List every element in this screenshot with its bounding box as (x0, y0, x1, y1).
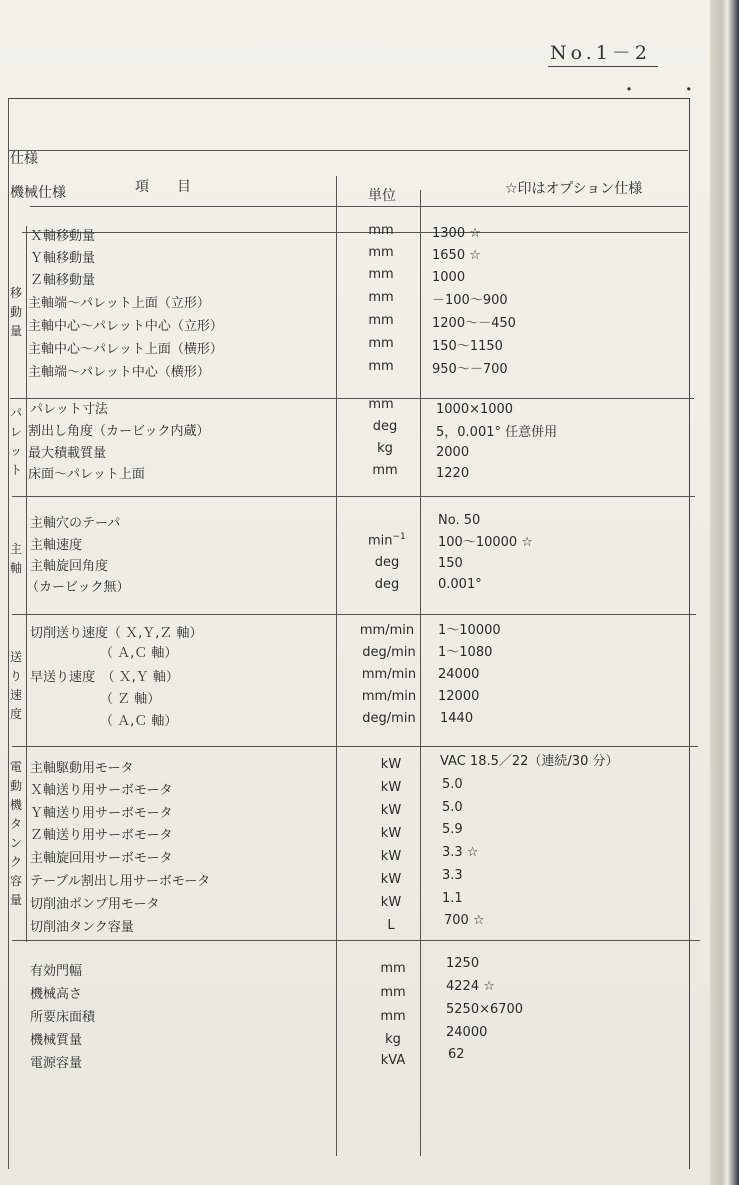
row-value: 2000 (436, 445, 470, 460)
row-unit: mm (368, 290, 394, 305)
row-value: 5250×6700 (446, 1002, 524, 1017)
row-value: VAC 18.5／22（連続/30 分） (440, 754, 619, 769)
header-unit: 単位 (368, 188, 396, 204)
section-label-travel: 移動量 (9, 286, 22, 338)
page-edge (710, 0, 739, 1185)
row-value: 1220 (436, 466, 470, 481)
row-item: Ｚ軸移動量 (30, 273, 96, 288)
row-value: 150～1150 (432, 339, 503, 354)
row-unit: mm (368, 336, 394, 351)
section-label-pallet: パレット (9, 406, 22, 477)
row-unit: deg (372, 419, 398, 434)
page-number: No.1－2 (550, 42, 651, 64)
row-unit: mm (368, 359, 394, 374)
row-item: 主軸中心～パレット中心（立形） (28, 319, 223, 334)
row-unit: kW (380, 849, 402, 864)
row-value: 1.1 (442, 891, 463, 906)
section-label-motor-tank: 電動機タンク容量 (9, 760, 22, 907)
page-dots: ・ ・ (620, 80, 716, 101)
row-unit: mm (368, 267, 394, 282)
row-value: 4224 ☆ (446, 979, 495, 994)
row-value: 950～－700 (432, 362, 508, 377)
row-item: 切削油ポンプ用モータ (30, 897, 160, 912)
row-value: 1000 (432, 270, 466, 285)
row-value: 1～1080 (438, 645, 493, 660)
rule-spec (8, 150, 688, 151)
row-unit: deg/min (362, 645, 416, 660)
row-unit-base: min (368, 533, 393, 549)
row-value: 3.3 (442, 868, 463, 883)
row-item: 主軸旋回用サーボモータ (30, 851, 173, 866)
row-item: 機械質量 (30, 1033, 83, 1048)
row-unit: mm/min (361, 667, 417, 682)
row-item: 早送り速度 （ Ｘ,Ｙ 軸） (30, 670, 179, 685)
rule-section-6 (12, 940, 700, 941)
row-value: 0.001° (438, 577, 482, 592)
row-value: 1000×1000 (436, 402, 514, 417)
row-value: 1300 ☆ (432, 226, 481, 241)
rule-section-5 (12, 746, 698, 747)
row-unit: mm (368, 245, 394, 260)
row-value: 700 ☆ (444, 913, 485, 928)
row-unit: kW (380, 826, 402, 841)
row-value: 5，0.001° 任意併用 (436, 425, 558, 440)
row-unit: kg (377, 441, 393, 456)
row-value: 5.0 (442, 777, 463, 792)
row-value: 1650 ☆ (432, 248, 481, 263)
row-unit: mm (368, 223, 394, 238)
rule-header (30, 206, 688, 207)
row-value: No. 50 (438, 513, 481, 528)
row-item: Ｘ軸移動量 (30, 229, 96, 244)
row-item: 切削送り速度（ Ｘ,Ｙ,Ｚ 軸） (30, 626, 203, 641)
row-value: 1250 (446, 956, 480, 971)
row-value: 5.9 (442, 822, 463, 837)
row-item: Ｘ軸送り用サーボモータ (30, 783, 173, 798)
row-value: 1440 (440, 711, 474, 726)
row-item: （ Ａ,Ｃ 軸） (100, 646, 178, 661)
row-unit: kW (380, 757, 402, 772)
header-item: 項 目 (135, 179, 191, 195)
row-unit: mm (380, 1009, 406, 1024)
row-value: 12000 (438, 689, 480, 704)
row-item: 床面～パレット上面 (28, 467, 145, 482)
row-unit: kW (380, 803, 402, 818)
row-item: 最大積載質量 (28, 446, 107, 461)
row-unit: mm (368, 313, 394, 328)
row-item: 割出し角度（カービック内蔵） (28, 424, 210, 439)
rule-section-3 (12, 496, 695, 497)
row-unit-sup: −1 (392, 532, 406, 542)
row-unit: mm (368, 397, 394, 412)
row-item: 主軸旋回角度 (30, 559, 109, 574)
row-item: （ Ｚ 軸） (100, 692, 161, 707)
row-item: 所要床面積 (30, 1010, 96, 1025)
row-value: 1200～－450 (432, 316, 516, 331)
row-item: 主軸端～パレット上面（立形） (28, 296, 210, 311)
row-item: （カービック無） (26, 580, 130, 595)
row-unit: mm/min (361, 689, 417, 704)
page-number-underline (548, 66, 658, 67)
row-item: パレット寸法 (30, 402, 108, 417)
row-value: 150 (438, 556, 463, 571)
header-spec: 仕様 (10, 151, 38, 167)
row-unit: mm/min (359, 623, 415, 638)
row-unit: mm (380, 961, 406, 976)
row-unit: kg (385, 1032, 401, 1047)
row-value: 5.0 (442, 800, 463, 815)
row-value: －100～900 (432, 293, 508, 308)
row-unit: deg/min (362, 711, 416, 726)
row-unit: kVA (380, 1053, 406, 1068)
row-value: 100～10000 ☆ (438, 535, 533, 550)
section-label-feedrate: 送り速度 (9, 650, 22, 721)
row-value: 24000 (446, 1025, 488, 1040)
row-unit: kW (380, 895, 402, 910)
row-item: 切削油タンク容量 (30, 920, 134, 935)
row-item: 機械高さ (30, 987, 83, 1002)
row-unit: mm (372, 463, 398, 478)
row-item: 有効門幅 (30, 964, 83, 979)
row-item: 主軸速度 (30, 538, 83, 553)
header-note: ☆印はオプション仕様 (505, 181, 643, 197)
row-item: （ Ａ,Ｃ 軸） (100, 714, 178, 729)
row-item: 電源容量 (30, 1056, 83, 1071)
row-unit (368, 533, 406, 547)
row-item: Ｙ軸送り用サーボモータ (30, 806, 173, 821)
row-unit: kW (380, 780, 402, 795)
row-unit: deg (374, 555, 400, 570)
header-machine-spec: 機械仕様 (10, 185, 66, 201)
row-item: Ｙ軸移動量 (30, 251, 96, 266)
row-unit: deg (374, 577, 400, 592)
row-item: テーブル割出し用サーボモータ (30, 874, 211, 889)
section-label-spindle: 主軸 (9, 542, 22, 575)
row-value: 24000 (438, 667, 480, 682)
row-value: 1～10000 (438, 623, 501, 638)
row-unit: kW (380, 872, 402, 887)
row-value: 3.3 ☆ (442, 845, 479, 860)
row-value: 62 (448, 1047, 465, 1062)
row-item: Ｚ軸送り用サーボモータ (30, 828, 173, 843)
row-unit: L (387, 918, 395, 933)
rule-section-4 (12, 614, 696, 615)
row-item: 主軸駆動用モータ (30, 761, 134, 776)
row-unit: mm (380, 985, 406, 1000)
row-item: 主軸穴のテーパ (30, 516, 121, 531)
row-item: 主軸端～パレット中心（横形） (28, 365, 210, 380)
row-item: 主軸中心～パレット上面（横形） (28, 342, 223, 357)
